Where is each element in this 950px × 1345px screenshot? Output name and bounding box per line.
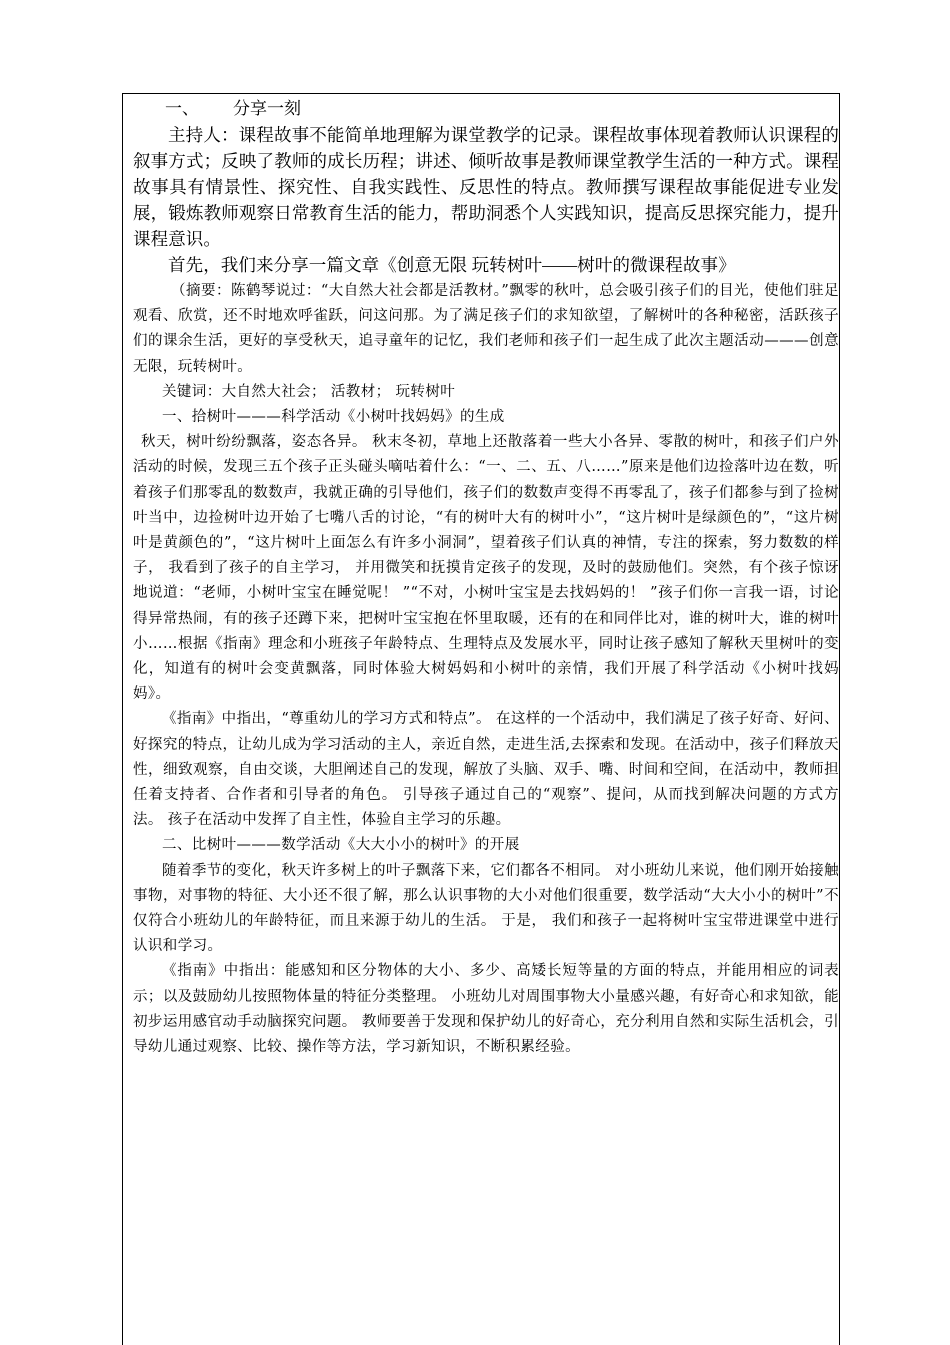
section-title: 分享一刻 bbox=[233, 99, 301, 118]
part1-paragraph-2: 《指南》中指出，“尊重幼儿的学习方式和特点”。 在这样的一个活动中，我们满足了孩子好奇、好问、好探究的特点，让幼儿成为学习活动的主人，亲近自然，走进生活,去探索和发现。在活动中，孩子们释放天性，细致观察，自由交谈，大胆阐述自己的发现，解放了头脑、双手、嘴、时间和空间，在活动中，教师担任着支持者、合作者和引导者的角色。 引导孩子通过自己的“观察”、提问，从而找到解决问题的方式方法。 孩子在活动中发挥了自主性，体验自主学习的乐趣。 bbox=[133, 711, 839, 829]
abstract-paragraph: （摘要：陈鹤琴说过：“大自然大社会都是活教材。”飘零的秋叶，总会吸引孩子们的目光，使他们驻足观看、欣赏，还不时地欢呼雀跃，问这问那。为了满足孩子们的求知欲望，了解树叶的各种秘密，活跃孩子们的课余生活，更好的享受秋天，追寻童年的记忆，我们老师和孩子们一起生成了此次主题活动———创意无限，玩转树叶。 bbox=[133, 283, 839, 375]
document-body bbox=[133, 96, 839, 1060]
section-heading bbox=[133, 96, 839, 122]
part2-paragraph-1: 随着季节的变化，秋天许多树上的叶子飘落下来，它们都各不相同。 对小班幼儿来说，他们刚开始接触事物，对事物的特征、大小还不很了解，那么认识事物的大小对他们很重要，数学活动“大大小小的树叶”不仅符合小班幼儿的年龄特征，而且来源于幼儿的生活。 于是， 我们和孩子一起将树叶宝宝带进课堂中进行认识和学习。 bbox=[133, 862, 839, 955]
section-number: 一、 bbox=[165, 99, 199, 118]
part2-paragraph-2: 《指南》中指出：能感知和区分物体的大小、多少、高矮长短等量的方面的特点，并能用相应的词表示；以及鼓励幼儿按照物体量的特征分类整理。 小班幼儿对周围事物大小量感兴趣，有好奇心和求知欲，能初步运用感官动手动脑探究问题。 教师要善于发现和保护幼儿的好奇心，充分利用自然和实际生活机会，引导幼儿通过观察、比较、操作等方法，学习新知识，不断积累经验。 bbox=[133, 963, 839, 1056]
part1-heading: 一、拾树叶———科学活动《小树叶找妈妈》的生成 bbox=[162, 409, 505, 426]
part1-paragraph-1: 秋天，树叶纷纷飘落，姿态各异。 秋末冬初，草地上还散落着一些大小各异、零散的树叶，和孩子们户外活动的时候，发现三五个孩子正头碰头嘀咕着什么：“一、二、五、八……”原来是他们边捡落叶边在数，听着孩子们那零乱的数数声，我就正确的引导他们，孩子们的数数声变得不再零乱了，孩子们都参与到了捡树叶当中，边捡树叶边开始了七嘴八舌的讨论，“有的树叶大有的树叶小”，“这片树叶是绿颜色的”，“这片树叶是黄颜色的”，“这片树叶上面怎么有许多小洞洞”，望着孩子们认真的神情，专注的探索，努力数数的样子， 我看到了孩子的自主学习， 并用微笑和抚摸肯定孩子的发现，及时的鼓励他们。突然，有个孩子惊讶地说道：“老师，小树叶宝宝在睡觉呢！ ”“不对，小树叶宝宝是去找妈妈的！ ”孩子们你一言我一语，讨论得异常热闹，有的孩子还蹲下来，把树叶宝宝抱在怀里取暖，还有的在和同伴比对，谁的树叶大，谁的树叶小……根据《指南》理念和小班孩子年龄特点、生理特点及发展水平，同时让孩子感知了解秋天里树叶的变化，知道有的树叶会变黄飘落，同时体验大树妈妈和小树叶的亲情，我们开展了科学活动《小树叶找妈妈》。 bbox=[133, 434, 839, 703]
host-intro-paragraph: 主持人：课程故事不能简单地理解为课堂教学的记录。课程故事体现着教师认识课程的叙事方式；反映了教师的成长历程；讲述、倾听故事是教师课堂教学生活的一种方式。课程故事具有情景性、探究性、自我实践性、反思性的特点。教师撰写课程故事能促进专业发展，锻炼教师观察日常教育生活的能力，帮助洞悉个人实践知识，提高反思探究能力，提升课程意识。 bbox=[133, 125, 839, 249]
first-share-line: 首先，我们来分享一篇文章《创意无限 玩转树叶——树叶的微课程故事》 bbox=[168, 255, 736, 275]
keywords-line: 关键词：大自然大社会； 活教材； 玩转树叶 bbox=[162, 383, 456, 400]
part2-heading: 二、比树叶———数学活动《大大小小的树叶》的开展 bbox=[162, 837, 520, 854]
